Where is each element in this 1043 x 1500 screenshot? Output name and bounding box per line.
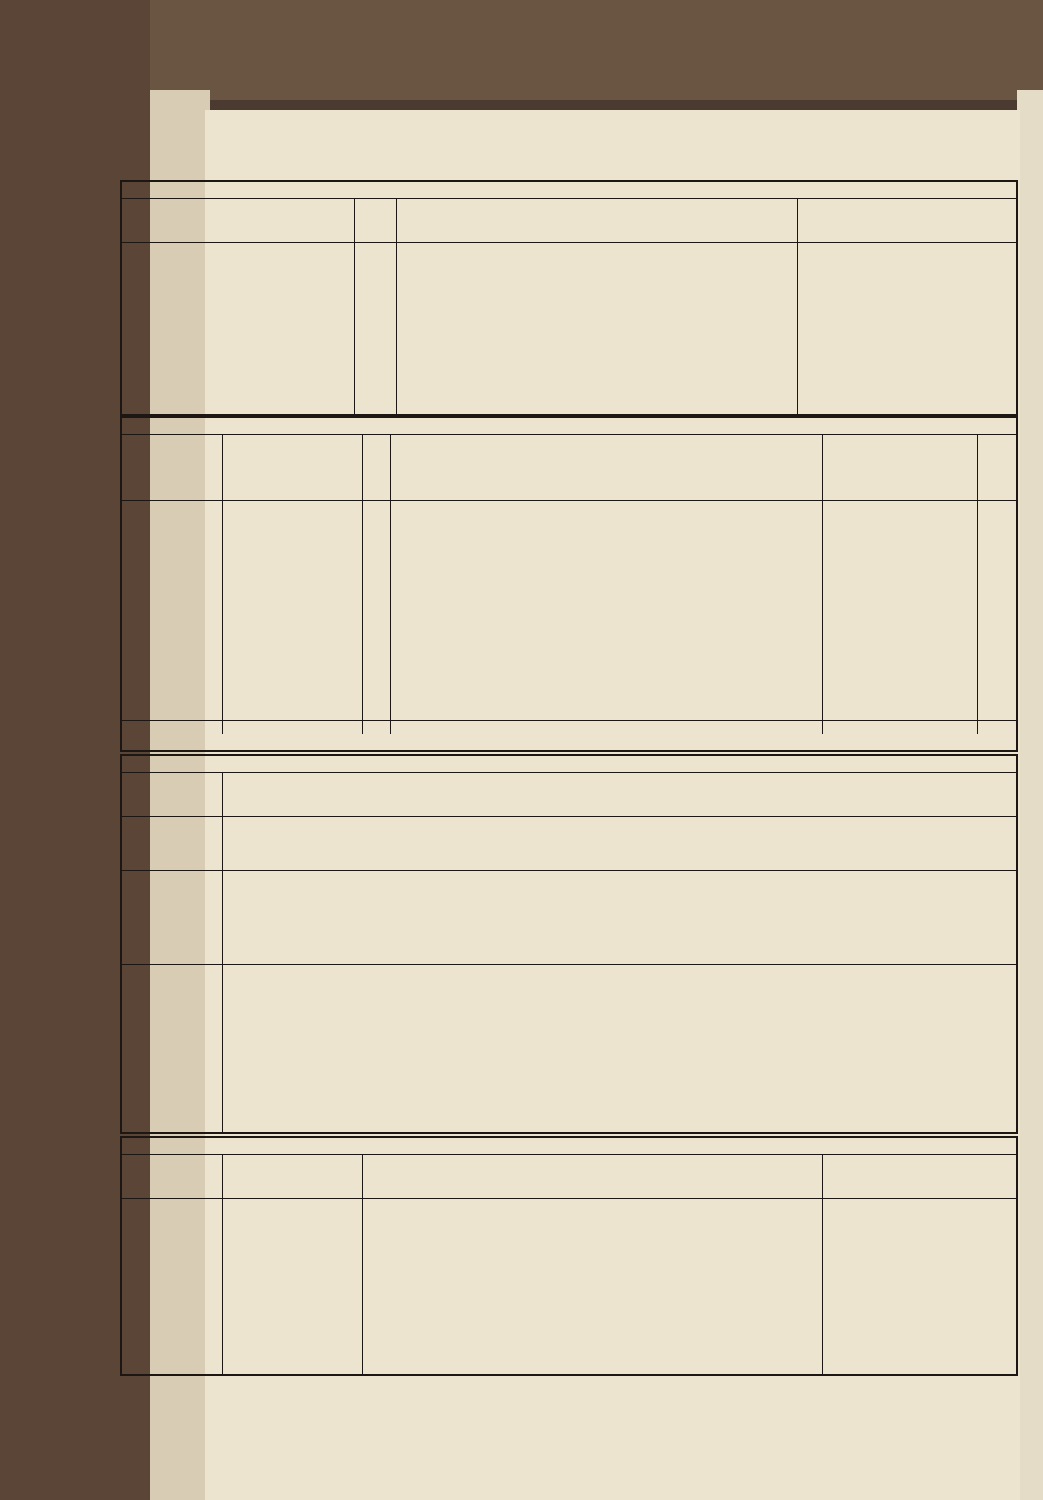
train-numbers-up <box>802 200 942 240</box>
train-numbers-down <box>222 1156 362 1196</box>
price-header <box>126 774 222 814</box>
train-numbers-up <box>828 1156 978 1196</box>
section-header <box>122 182 1016 199</box>
section-header <box>122 1138 1016 1155</box>
train-numbers-up <box>828 774 1018 814</box>
subsection-162b <box>422 982 432 995</box>
torre-trains-up <box>898 872 1018 912</box>
timetable-page <box>120 150 1020 1390</box>
subsection-162a <box>422 886 437 899</box>
table-161 <box>120 416 1018 752</box>
background <box>150 0 1043 100</box>
price-header <box>126 436 222 476</box>
train-numbers-up <box>828 436 978 476</box>
price-header <box>126 1156 222 1196</box>
torre-trains-down <box>222 872 302 912</box>
arsiero-trains-down <box>222 966 362 1006</box>
torre-price-header <box>126 874 222 914</box>
table-162 <box>120 754 1018 1134</box>
page-edge <box>1017 90 1043 1500</box>
table-163 <box>120 1136 1018 1376</box>
arsiero-price-header <box>126 968 222 1008</box>
section-header <box>122 756 1016 773</box>
running-header <box>140 150 1020 172</box>
train-numbers-down <box>222 774 392 814</box>
train-numbers-down <box>222 436 362 476</box>
train-numbers-down <box>222 200 362 240</box>
table-160 <box>120 180 1018 416</box>
section-header <box>122 418 1016 435</box>
arsiero-trains-up <box>862 966 1018 1006</box>
